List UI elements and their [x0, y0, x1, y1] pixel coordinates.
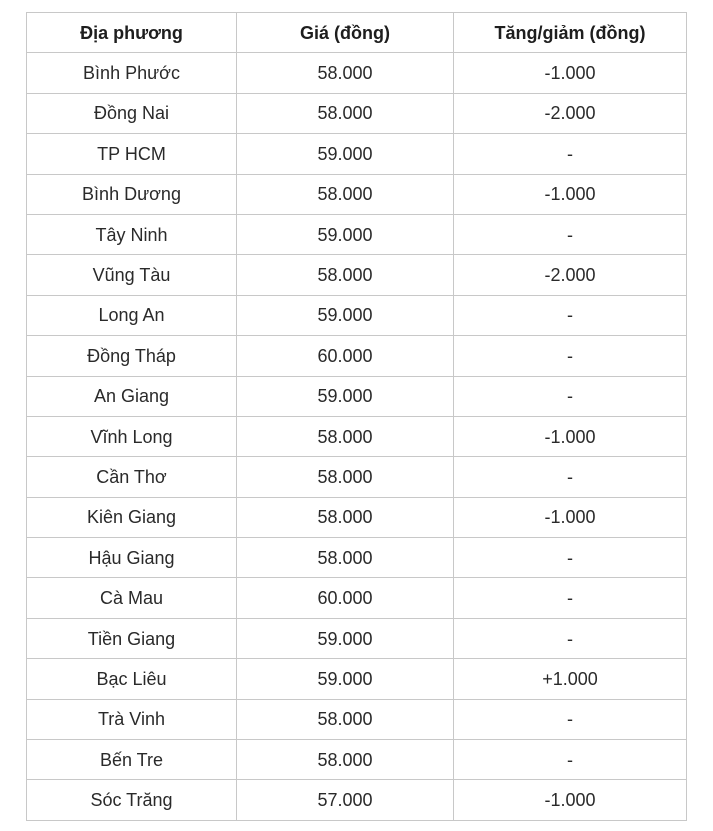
cell-price: 58.000 [237, 740, 454, 780]
table-row [27, 174, 687, 214]
cell-change: - [454, 578, 687, 618]
cell-price: 60.000 [237, 336, 454, 376]
cell-change: - [454, 538, 687, 578]
cell-price: 58.000 [237, 457, 454, 497]
cell-region: Bạc Liêu [27, 659, 237, 699]
cell-price: 59.000 [237, 134, 454, 174]
table-body [27, 53, 687, 820]
cell-region: Tây Ninh [27, 214, 237, 254]
table-row [27, 134, 687, 174]
header-change: Tăng/giảm (đồng) [454, 13, 687, 53]
cell-region: Tiền Giang [27, 618, 237, 658]
header-price: Giá (đồng) [237, 13, 454, 53]
cell-price: 58.000 [237, 174, 454, 214]
table-row [27, 659, 687, 699]
table-row [27, 497, 687, 537]
header-region: Địa phương [27, 13, 237, 53]
table-row [27, 93, 687, 133]
cell-region: Bình Dương [27, 174, 237, 214]
cell-region: Bình Phước [27, 53, 237, 93]
cell-change: +1.000 [454, 659, 687, 699]
cell-region: Kiên Giang [27, 497, 237, 537]
cell-change: -1.000 [454, 497, 687, 537]
cell-change: - [454, 214, 687, 254]
cell-price: 58.000 [237, 255, 454, 295]
cell-region: Long An [27, 295, 237, 335]
table-row [27, 538, 687, 578]
cell-change: -2.000 [454, 255, 687, 295]
cell-change: - [454, 134, 687, 174]
cell-change: - [454, 336, 687, 376]
cell-price: 58.000 [237, 93, 454, 133]
table-row [27, 376, 687, 416]
cell-change: -1.000 [454, 780, 687, 820]
cell-change: - [454, 740, 687, 780]
cell-change: - [454, 295, 687, 335]
table-row [27, 295, 687, 335]
cell-change: - [454, 457, 687, 497]
cell-change: -1.000 [454, 174, 687, 214]
cell-price: 59.000 [237, 618, 454, 658]
table-row [27, 780, 687, 820]
table-row [27, 618, 687, 658]
cell-price: 58.000 [237, 699, 454, 739]
table-row [27, 53, 687, 93]
table-row [27, 336, 687, 376]
cell-region: Bến Tre [27, 740, 237, 780]
cell-price: 59.000 [237, 376, 454, 416]
table-row [27, 740, 687, 780]
table-row [27, 578, 687, 618]
table-row [27, 416, 687, 456]
price-table-container [26, 12, 687, 821]
cell-region: Trà Vinh [27, 699, 237, 739]
cell-region: TP HCM [27, 134, 237, 174]
cell-price: 60.000 [237, 578, 454, 618]
table-row [27, 214, 687, 254]
cell-region: Đồng Nai [27, 93, 237, 133]
cell-region: Đồng Tháp [27, 336, 237, 376]
cell-change: -2.000 [454, 93, 687, 133]
cell-price: 59.000 [237, 295, 454, 335]
cell-change: - [454, 618, 687, 658]
cell-price: 58.000 [237, 416, 454, 456]
cell-price: 58.000 [237, 538, 454, 578]
cell-region: Vũng Tàu [27, 255, 237, 295]
cell-price: 57.000 [237, 780, 454, 820]
cell-change: - [454, 376, 687, 416]
price-table [26, 12, 687, 821]
cell-price: 58.000 [237, 497, 454, 537]
cell-region: An Giang [27, 376, 237, 416]
cell-region: Vĩnh Long [27, 416, 237, 456]
cell-change: -1.000 [454, 416, 687, 456]
cell-price: 59.000 [237, 214, 454, 254]
cell-price: 59.000 [237, 659, 454, 699]
table-header-row [27, 13, 687, 53]
cell-region: Cần Thơ [27, 457, 237, 497]
cell-change: - [454, 699, 687, 739]
table-row [27, 457, 687, 497]
cell-region: Cà Mau [27, 578, 237, 618]
table-row [27, 255, 687, 295]
cell-price: 58.000 [237, 53, 454, 93]
table-row [27, 699, 687, 739]
cell-region: Sóc Trăng [27, 780, 237, 820]
cell-region: Hậu Giang [27, 538, 237, 578]
cell-change: -1.000 [454, 53, 687, 93]
